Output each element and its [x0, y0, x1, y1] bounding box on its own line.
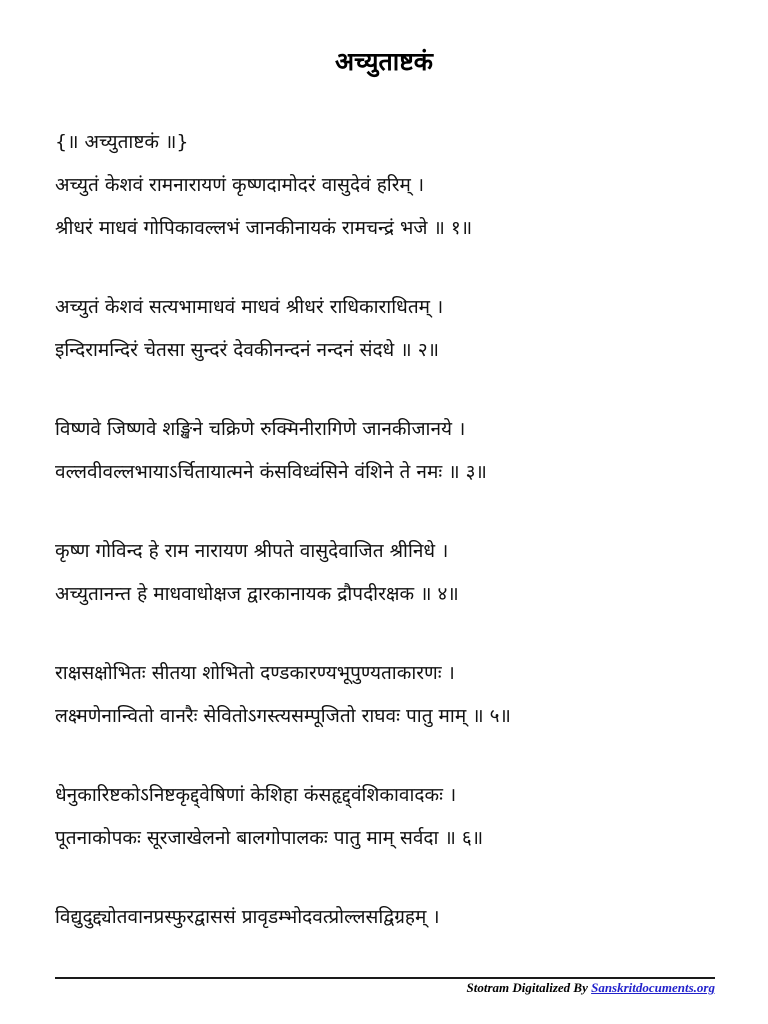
verse-line: इन्दिरामन्दिरं चेतसा सुन्दरं देवकीनन्दनं नन्दनं संदधे ॥ २॥ — [55, 339, 439, 361]
verse-line: अच्युतं केशवं सत्यभामाधवं माधवं श्रीधरं राधिकाराधितम् । — [55, 296, 444, 318]
verse-line: लक्ष्मणेनान्वितो वानरैः सेवितोऽगस्त्यसम्पूजितो राघवः पातु माम् ॥ ५॥ — [55, 705, 511, 727]
verse-line: पूतनाकोपकः सूरजाखेलनो बालगोपालकः पातु माम् सर्वदा ॥ ६॥ — [55, 827, 484, 849]
verse-line: विष्णवे जिष्णवे शङ्खिने चक्रिणे रुक्मिनीरागिणे जानकीजानये । — [55, 418, 466, 440]
verse-line: अच्युतानन्त हे माधवाधोक्षज द्वारकानायक द्रौपदीरक्षक ॥ ४॥ — [55, 583, 459, 605]
verse-line: राक्षसक्षोभितः सीतया शोभितो दण्डकारण्यभूपुण्यताकारणः । — [55, 662, 455, 684]
verse-2 — [55, 286, 728, 372]
footer — [55, 977, 715, 996]
verse-line: वल्लवीवल्लभायाऽर्चितायात्मने कंसविध्वंसिने वंशिने ते नमः ॥ ३॥ — [55, 461, 487, 483]
verse-line: विद्युदुद्द्योतवानप्रस्फुरद्वाससं प्रावृडम्भोदवत्प्रोल्लसद्विग्रहम् । — [55, 906, 440, 928]
verse-line: कृष्ण गोविन्द हे राम नारायण श्रीपते वासुदेवाजित श्रीनिधे । — [55, 540, 449, 562]
verse-3 — [55, 408, 728, 494]
verse-1 — [55, 164, 728, 250]
verse-4 — [55, 530, 728, 616]
document-body — [55, 121, 728, 975]
document-title: अच्युताष्टकं — [334, 47, 434, 76]
footer-credit-link[interactable]: Sanskritdocuments.org — [591, 980, 715, 995]
verse-7 — [55, 896, 728, 939]
opening-marker: {॥ अच्युताष्टकं ॥} — [55, 131, 189, 153]
verse-line: धेनुकारिष्टकोऽनिष्टकृद्द्वेषिणां केशिहा कंसहृद्द्वंशिकावादकः । — [55, 784, 457, 806]
verse-6 — [55, 774, 728, 860]
verse-5 — [55, 652, 728, 738]
verse-line: श्रीधरं माधवं गोपिकावल्लभं जानकीनायकं रामचन्द्रं भजे ॥ १॥ — [55, 217, 473, 239]
verse-line: अच्युतं केशवं रामनारायणं कृष्णदामोदरं वासुदेवं हरिम् । — [55, 174, 425, 196]
footer-credit-text: Stotram Digitalized By — [466, 980, 592, 995]
